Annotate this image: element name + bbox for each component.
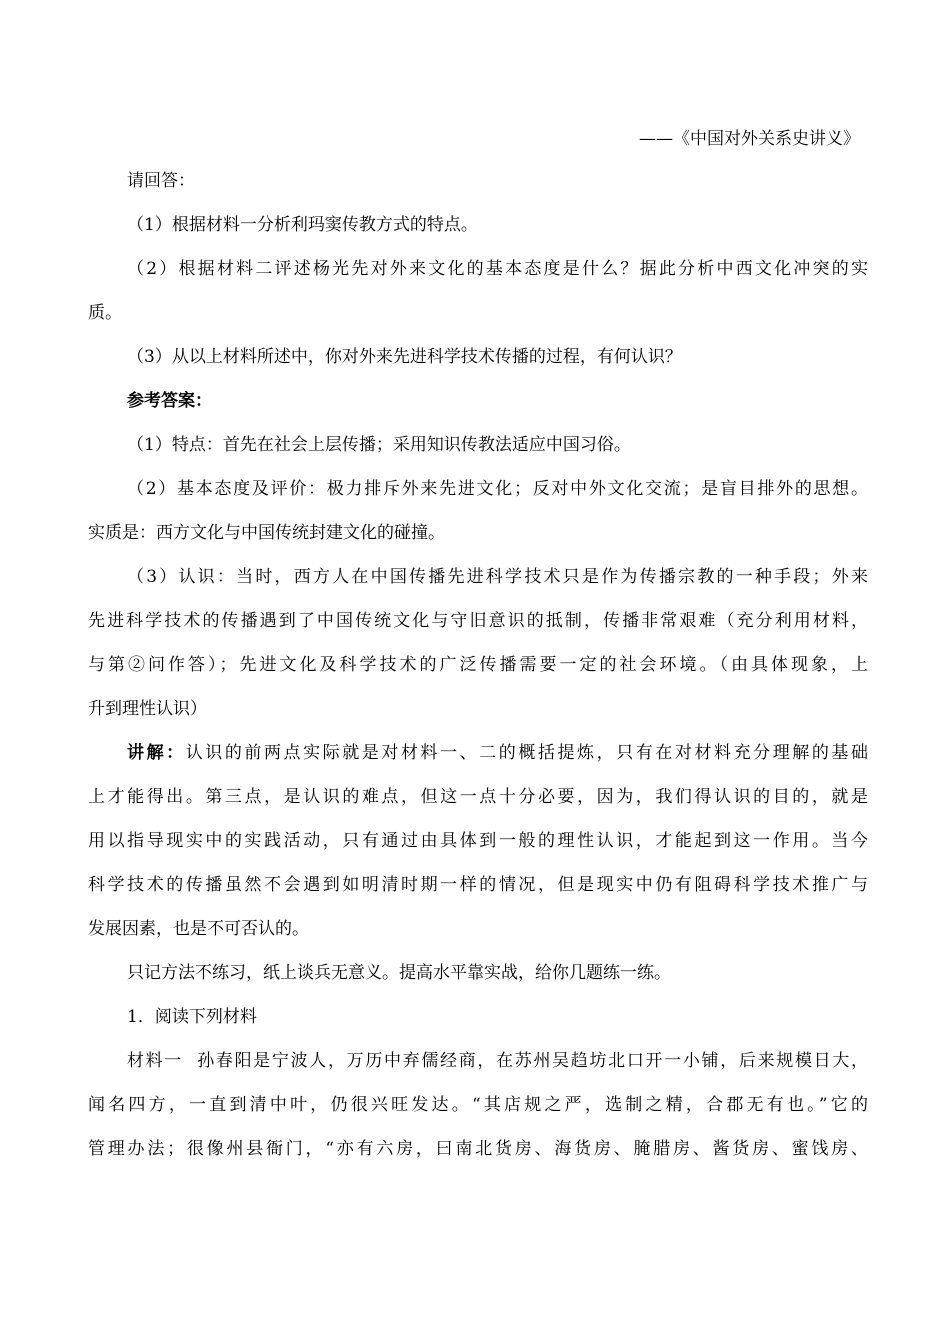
explanation-line-2: 上才能得出。第三点，是认识的难点，但这一点十分必要，因为，我们得认识的目的，就是 <box>88 787 868 807</box>
practice-item-1: 1．阅读下列材料 <box>127 1007 257 1027</box>
explanation-line-3: 用以指导现实中的实践活动，只有通过由具体到一般的理性认识，才能起到这一作用。当今 <box>88 831 868 851</box>
answer-2-line-2: 实质是：西方文化与中国传统封建文化的碰撞。 <box>88 523 445 543</box>
answer-2-line-1: （2）基本态度及评价：极力排斥外来先进文化；反对中外文化交流；是盲目排外的思想。 <box>127 479 868 499</box>
question-3: （3）从以上材料所述中，你对外来先进科学技术传播的过程，有何认识？ <box>127 347 682 367</box>
question-prompt: 请回答： <box>127 171 195 191</box>
answer-3-line-3: 与第②问作答）；先进文化及科学技术的广泛传播需要一定的社会环境。（由具体现象，上 <box>88 655 868 675</box>
explanation-line-4: 科学技术的传播虽然不会遇到如明清时期一样的情况，但是现实中仍有阻碍科学技术推广与 <box>88 875 868 895</box>
explanation-text-1: 认识的前两点实际就是对材料一、二的概括提炼，只有在对材料充分理解的基础 <box>185 743 868 763</box>
question-2-line-1: （2）根据材料二评述杨光先对外来文化的基本态度是什么？据此分析中西文化冲突的实 <box>127 259 868 279</box>
answer-3-line-2: 先进科学技术的传播遇到了中国传统文化与守旧意识的抵制，传播非常艰难（充分利用材料， <box>88 611 868 631</box>
source-citation: ——《中国对外关系史讲义》 <box>639 129 860 149</box>
material-1-line-2: 闻名四方，一直到清中叶，仍很兴旺发达。“其店规之严，选制之精，合郡无有也。”它的 <box>88 1095 868 1115</box>
explanation-line-5: 发展因素，也是不可否认的。 <box>88 919 309 939</box>
explanation-line-1 <box>127 742 868 764</box>
practice-intro: 只记方法不练习，纸上谈兵无意义。提高水平靠实战，给你几题练一练。 <box>127 963 671 983</box>
answer-1: （1）特点：首先在社会上层传播；采用知识传教法适应中国习俗。 <box>127 435 631 455</box>
material-1-line-3: 管理办法；很像州县衙门，“亦有六房，曰南北货房、海货房、腌腊房、酱货房、蜜饯房、 <box>88 1139 868 1159</box>
material-1-line-1: 材料一 孙春阳是宁波人，万历中弃儒经商，在苏州吴趋坊北口开一小铺，后来规模日大， <box>127 1051 868 1071</box>
question-2-line-2: 质。 <box>88 303 122 323</box>
explanation-label: 讲解： <box>127 743 186 763</box>
question-1: （1）根据材料一分析利玛窦传教方式的特点。 <box>127 215 478 235</box>
answer-3-line-4: 升到理性认识） <box>88 699 207 719</box>
answer-heading: 参考答案： <box>127 391 212 411</box>
answer-3-line-1: （3）认识：当时，西方人在中国传播先进科学技术只是作为传播宗教的一种手段；外来 <box>127 567 868 587</box>
